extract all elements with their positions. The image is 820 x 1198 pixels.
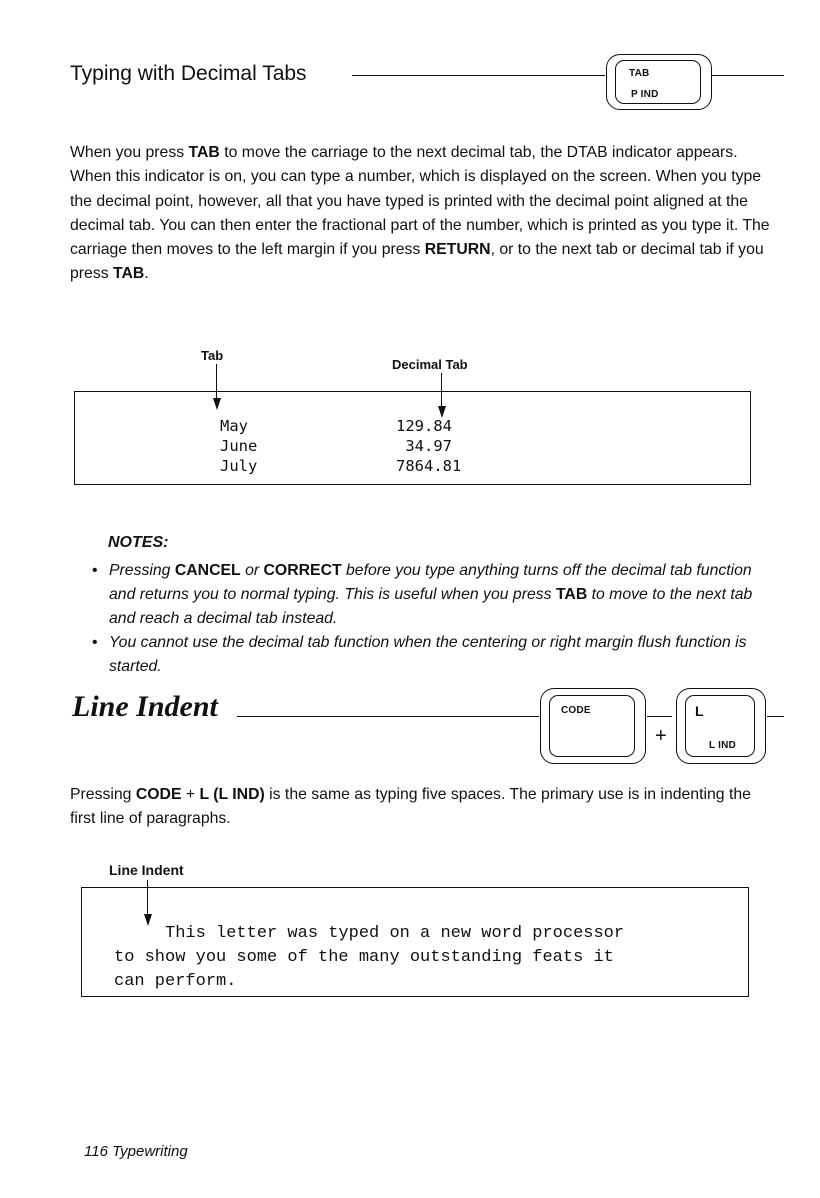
l-key-label: L <box>695 703 704 719</box>
text-run: Pressing <box>109 562 175 579</box>
bold-term: RETURN <box>424 241 491 259</box>
text-run: + <box>181 786 200 803</box>
bold-term: TAB <box>188 144 220 161</box>
text-run: When you press <box>70 144 189 161</box>
code-key-icon <box>540 688 646 764</box>
line-indent-paragraph <box>70 783 770 832</box>
pind-key-label: P IND <box>631 89 659 100</box>
line-indent-label: Line Indent <box>109 862 184 878</box>
decimal-tab-label: Decimal Tab <box>392 357 468 372</box>
tab-arrow <box>216 364 217 402</box>
title-rule-right <box>767 716 784 717</box>
month-july: July <box>220 457 258 475</box>
text-run: You cannot use the decimal tab function when the centering or right margin flush function is started. <box>109 634 747 675</box>
tab-label: Tab <box>201 348 224 363</box>
title-rule-right <box>712 75 784 76</box>
plus-sign: + <box>655 725 667 747</box>
decimal-tab-arrow <box>441 373 442 409</box>
text-run: . <box>144 265 149 283</box>
amount-june: 34.97 <box>396 437 452 455</box>
month-june: June <box>220 437 258 455</box>
title-rule <box>237 716 539 717</box>
bullet-icon: • <box>92 634 98 651</box>
text-run: , or to the next tab or decimal tab if you press <box>70 241 764 283</box>
page-footer: 116 Typewriting <box>84 1143 188 1160</box>
tab-arrow-head <box>213 398 221 410</box>
tab-key-label: TAB <box>629 68 650 79</box>
amount-july: 7864.81 <box>396 457 462 475</box>
indent-arrow <box>147 880 148 918</box>
text-run: to move the carriage to the next decimal tab, the DTAB indicator appears. When this indicator is on, you can type a number, which is displayed on the screen. When you type the decimal point, however, all that you have typed is printed with the decimal point aligned at the decimal tab. You can then enter the fractional part of the number, which is printed as you type it. The carriage then moves to the left margin if you press <box>70 144 770 259</box>
bold-term: L (L IND) <box>199 786 265 803</box>
note-item <box>92 631 782 679</box>
title-rule-mid <box>647 716 672 717</box>
bold-term: TAB <box>113 265 145 283</box>
bold-term: CORRECT <box>263 562 342 579</box>
month-may: May <box>220 417 248 435</box>
section-title-line-indent: Line Indent <box>72 690 218 723</box>
text-run: before you type anything turns off the decimal tab function and returns you to normal typing. This is useful when you press <box>109 562 752 603</box>
indent-line-2: to show you some of the many outstanding feats it <box>114 948 614 967</box>
indent-line-3: can perform. <box>114 972 237 991</box>
tab-key-icon <box>606 54 712 110</box>
indent-line-1: This letter was typed on a new word processor <box>114 924 625 943</box>
bullet-icon: • <box>92 562 98 579</box>
l-key-icon <box>676 688 766 764</box>
code-key-label: CODE <box>561 705 591 716</box>
bold-term: TAB <box>555 586 588 603</box>
text-run: or <box>240 562 264 579</box>
section-title-decimal-tabs: Typing with Decimal Tabs <box>70 62 307 85</box>
bold-term: CODE <box>135 786 182 803</box>
notes-title: NOTES: <box>108 534 169 551</box>
text-run: is the same as typing five spaces. The primary use is in indenting the first line of paragraphs. <box>70 786 751 828</box>
bold-term: CANCEL <box>174 562 241 579</box>
lind-key-label: L IND <box>709 740 736 751</box>
amount-may: 129.84 <box>396 417 452 435</box>
decimal-tab-paragraph <box>70 141 770 287</box>
text-run: to move to the next tab and reach a decimal tab instead. <box>109 586 753 627</box>
text-run: Pressing <box>70 786 136 803</box>
title-rule <box>352 75 605 76</box>
note-item <box>92 559 782 631</box>
